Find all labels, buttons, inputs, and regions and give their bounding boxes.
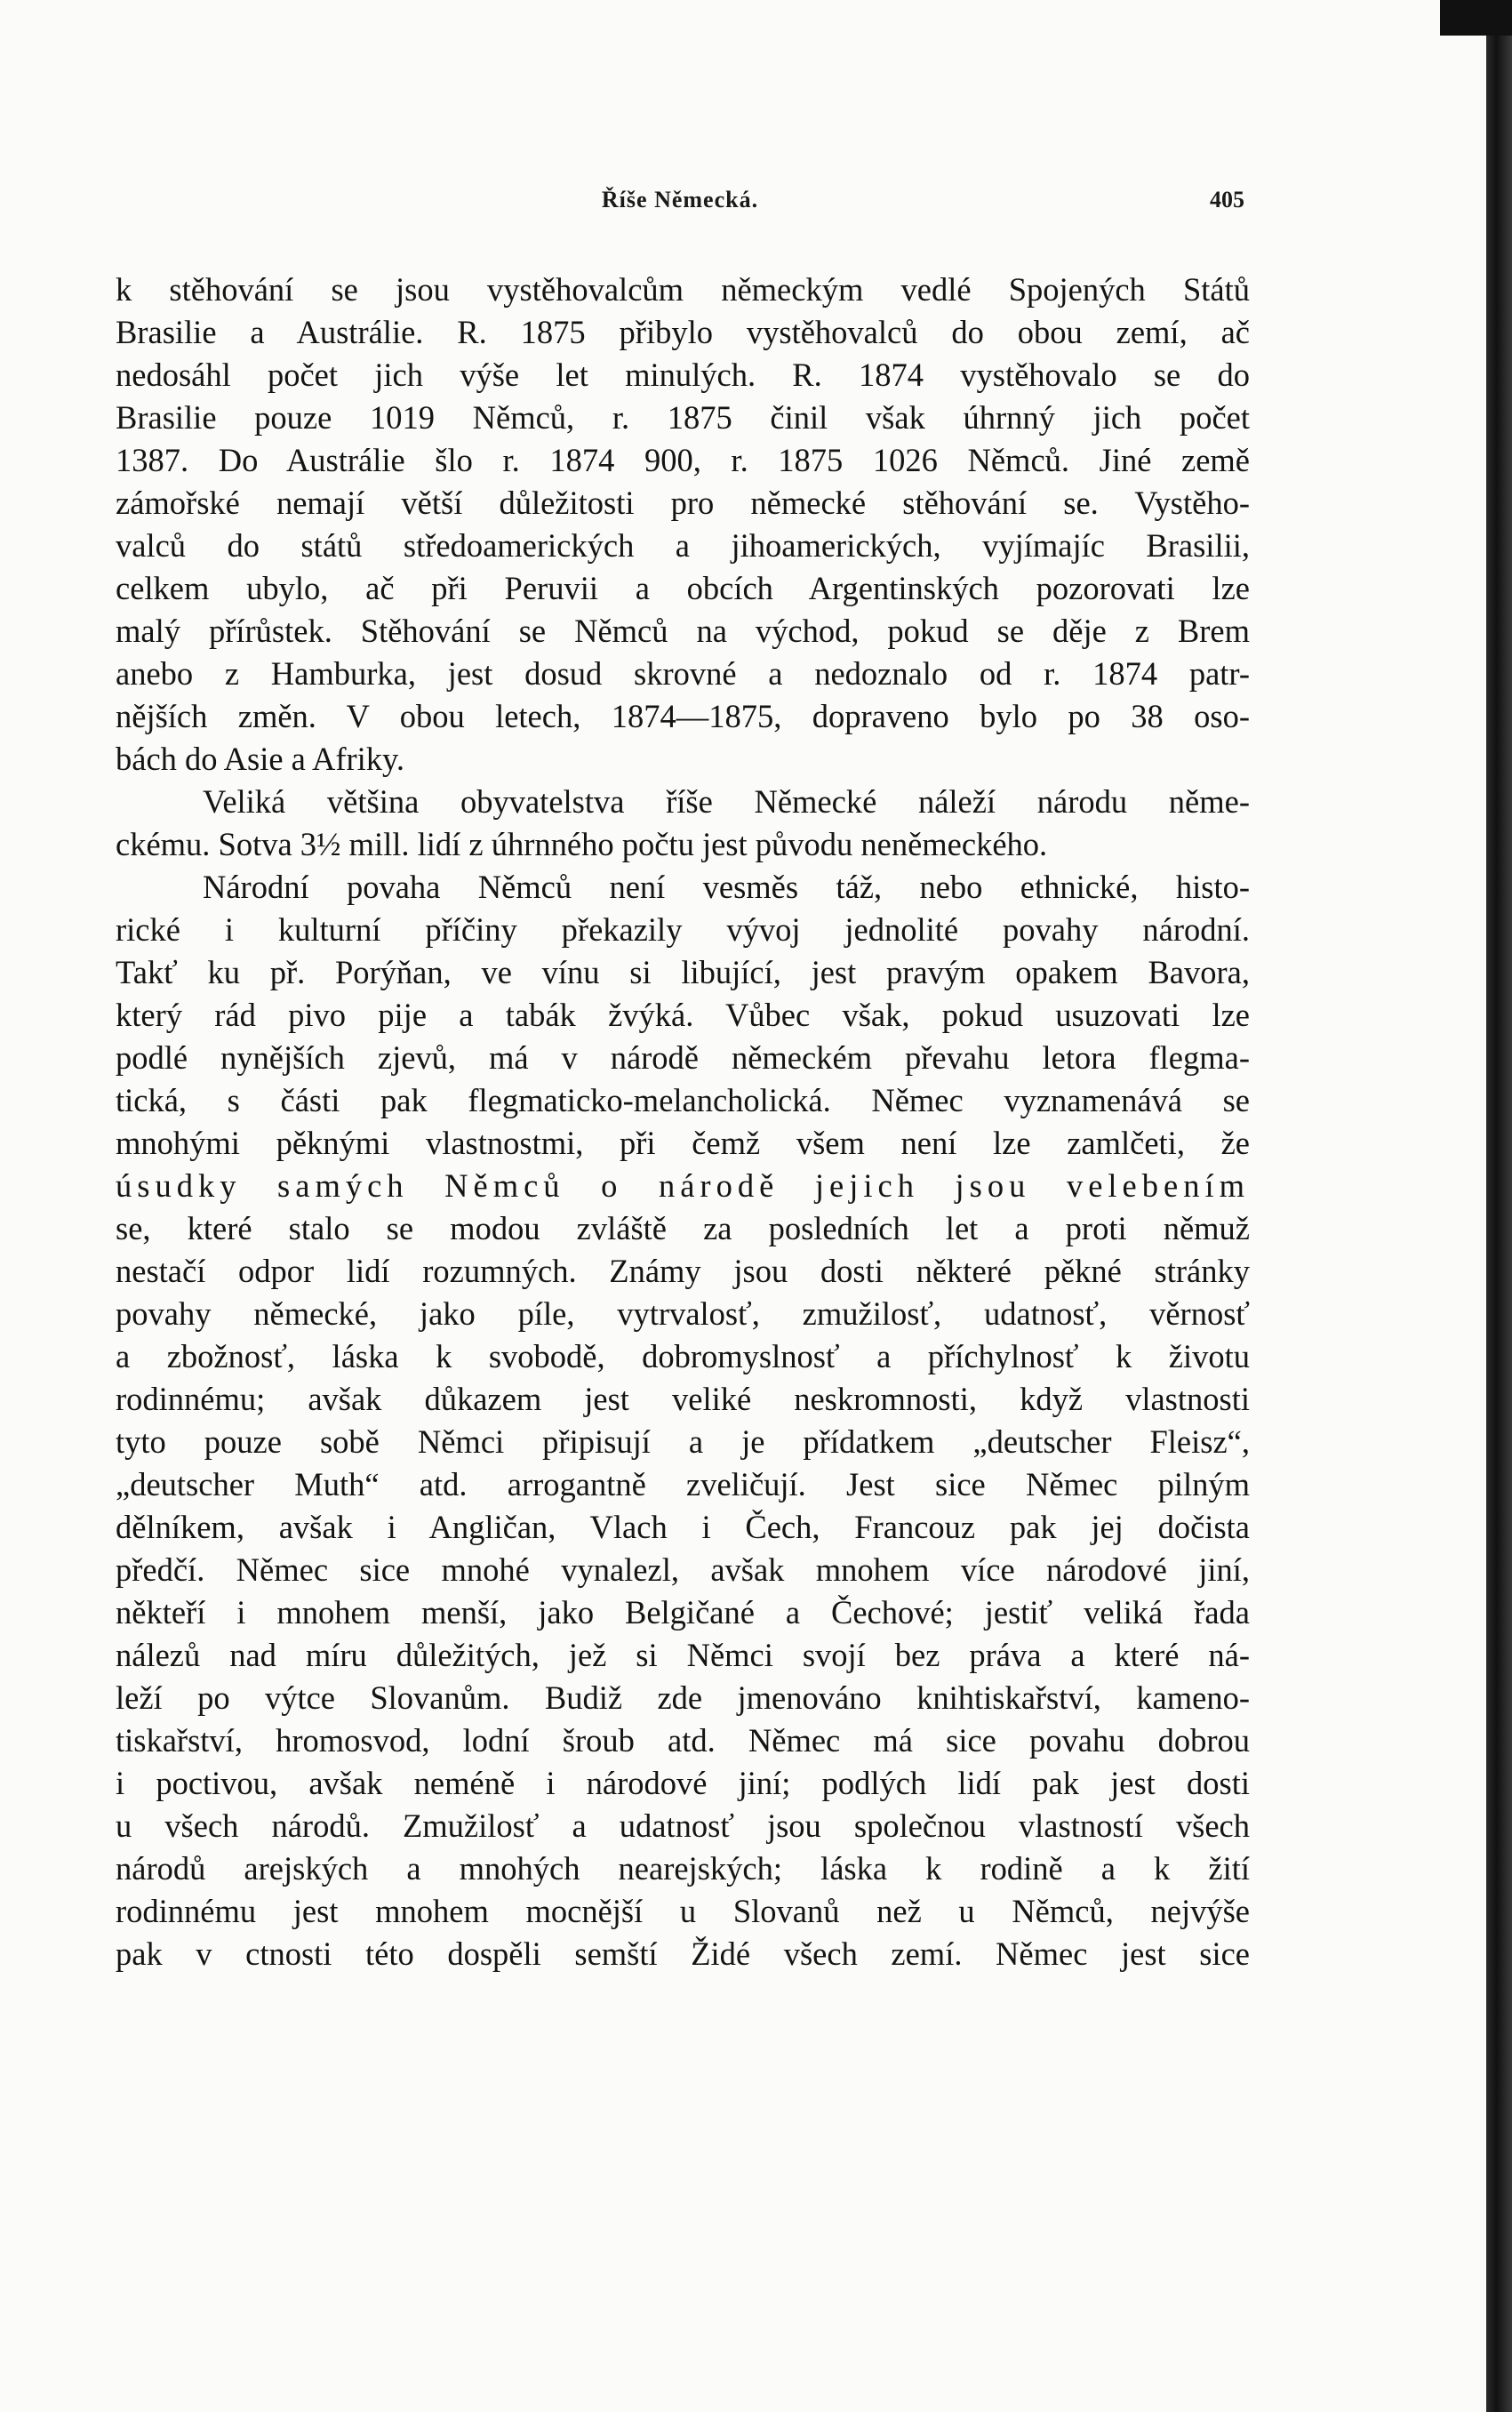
text-line: celkem ubylo, ač při Peruvii a obcích Argentinských pozorovati lze (116, 570, 1250, 606)
running-title: Říše Německá. (601, 187, 759, 212)
text-line: národů arejských a mnohých nearejských; láska k rodině a k žití (116, 1850, 1250, 1887)
text-line: úsudky samých Němců o národě jejich jsou velebením (116, 1167, 1250, 1204)
text-line: nálezů nad míru důležitých, jež si Němci svojí bez práva a které ná- (116, 1637, 1250, 1673)
text-line: se, které stalo se modou zvláště za posledních let a proti němuž (116, 1210, 1250, 1246)
text-line: malý přírůstek. Stěhování se Němců na východ, pokud se děje z Brem (116, 613, 1250, 649)
page-number: 405 (1210, 187, 1244, 212)
text-line: tická, s části pak flegmaticko-melancholická. Němec vyznamenává se (116, 1082, 1250, 1118)
page-header (116, 176, 1244, 229)
text-line: rodinnému; avšak důkazem jest veliké neskromnosti, když vlastnosti (116, 1381, 1250, 1417)
text-line: anebo z Hamburka, jest dosud skrovné a nedoznalo od r. 1874 patr- (116, 655, 1250, 692)
text-line: leží po výtce Slovanům. Budiž zde jmenováno knihtiskařství, kameno- (116, 1679, 1250, 1716)
text-line: pak v ctnosti této dospěli semští Židé všech zemí. Němec jest sice (116, 1935, 1250, 1972)
text-line: rodinnému jest mnohem mocnější u Slovanů než u Němců, nejvýše (116, 1893, 1250, 1929)
text-line: mnohými pěknými vlastnostmi, při čemž všem není lze zamlčeti, že (116, 1125, 1250, 1161)
text-line: který rád pivo pije a tabák žvýká. Vůbec však, pokud usuzovati lze (116, 997, 1250, 1033)
text-line: zámořské nemají větší důležitosti pro německé stěhování se. Vystěho- (116, 485, 1250, 521)
text-line: i poctivou, avšak neméně i národové jiní; podlých lidí pak jest dosti (116, 1765, 1250, 1801)
text-line: k stěhování se jsou vystěhovalcům německým vedlé Spojených Států (116, 271, 1250, 308)
scan-edge-shadow (1486, 0, 1512, 2412)
text-line: podlé nynějších zjevů, má v národě německém převahu letora flegma- (116, 1039, 1250, 1076)
text-line: nestačí odpor lidí rozumných. Známy jsou dosti některé pěkné stránky (116, 1253, 1250, 1289)
text-line: Takť ku př. Porýňan, ve vínu si libující, jest pravým opakem Bavora, (116, 954, 1250, 990)
text-line: nějších změn. V obou letech, 1874—1875, dopraveno bylo po 38 oso- (116, 698, 1250, 734)
scan-corner-shadow (1440, 0, 1512, 36)
text-line: Brasilie pouze 1019 Němců, r. 1875 činil však úhrnný jich počet (116, 399, 1250, 436)
text-line: nedosáhl počet jich výše let minulých. R. 1874 vystěhovalo se do (116, 357, 1250, 393)
text-line: u všech národů. Zmužilosť a udatnosť jsou společnou vlastností všech (116, 1807, 1250, 1844)
text-line: Národní povaha Němců není vesměs táž, nebo ethnické, histo- (203, 869, 1250, 905)
text-line: Veliká většina obyvatelstva říše Německé náleží národu něme- (203, 783, 1250, 820)
text-line: tiskařství, hromosvod, lodní šroub atd. Němec má sice povahu dobrou (116, 1722, 1250, 1759)
text-line: tyto pouze sobě Němci připisují a je přídatkem „deutscher Fleisz“, (116, 1423, 1250, 1460)
text-line: Brasilie a Austrálie. R. 1875 přibylo vystěhovalců do obou zemí, ač (116, 314, 1250, 350)
text-line: 1387. Do Austrálie šlo r. 1874 900, r. 1875 1026 Němců. Jiné země (116, 442, 1250, 478)
text-line: ckému. Sotva 3½ mill. lidí z úhrnného počtu jest původu neněmeckého. (116, 826, 1048, 862)
text-line: „deutscher Muth“ atd. arrogantně zveličují. Jest sice Němec pilným (116, 1466, 1250, 1502)
text-line: valců do států středoamerických a jihoamerických, vyjímajíc Brasilii, (116, 527, 1250, 564)
text-line: někteří i mnohem menší, jako Belgičané a Čechové; jestiť veliká řada (116, 1594, 1250, 1631)
text-line: předčí. Němec sice mnohé vynalezl, avšak mnohem více národové jiní, (116, 1551, 1250, 1588)
text-line: dělníkem, avšak i Angličan, Vlach i Čech, Francouz pak jej dočista (116, 1509, 1250, 1545)
text-line: a zbožnosť, láska k svobodě, dobromyslnosť a příchylnosť k životu (116, 1338, 1250, 1374)
text-line: rické i kulturní příčiny překazily vývoj jednolité povahy národní. (116, 911, 1250, 948)
text-line: bách do Asie a Afriky. (116, 741, 405, 777)
text-line: povahy německé, jako píle, vytrvalosť, zmužilosť, udatnosť, věrnosť (116, 1295, 1250, 1332)
body-text (116, 268, 1250, 1975)
